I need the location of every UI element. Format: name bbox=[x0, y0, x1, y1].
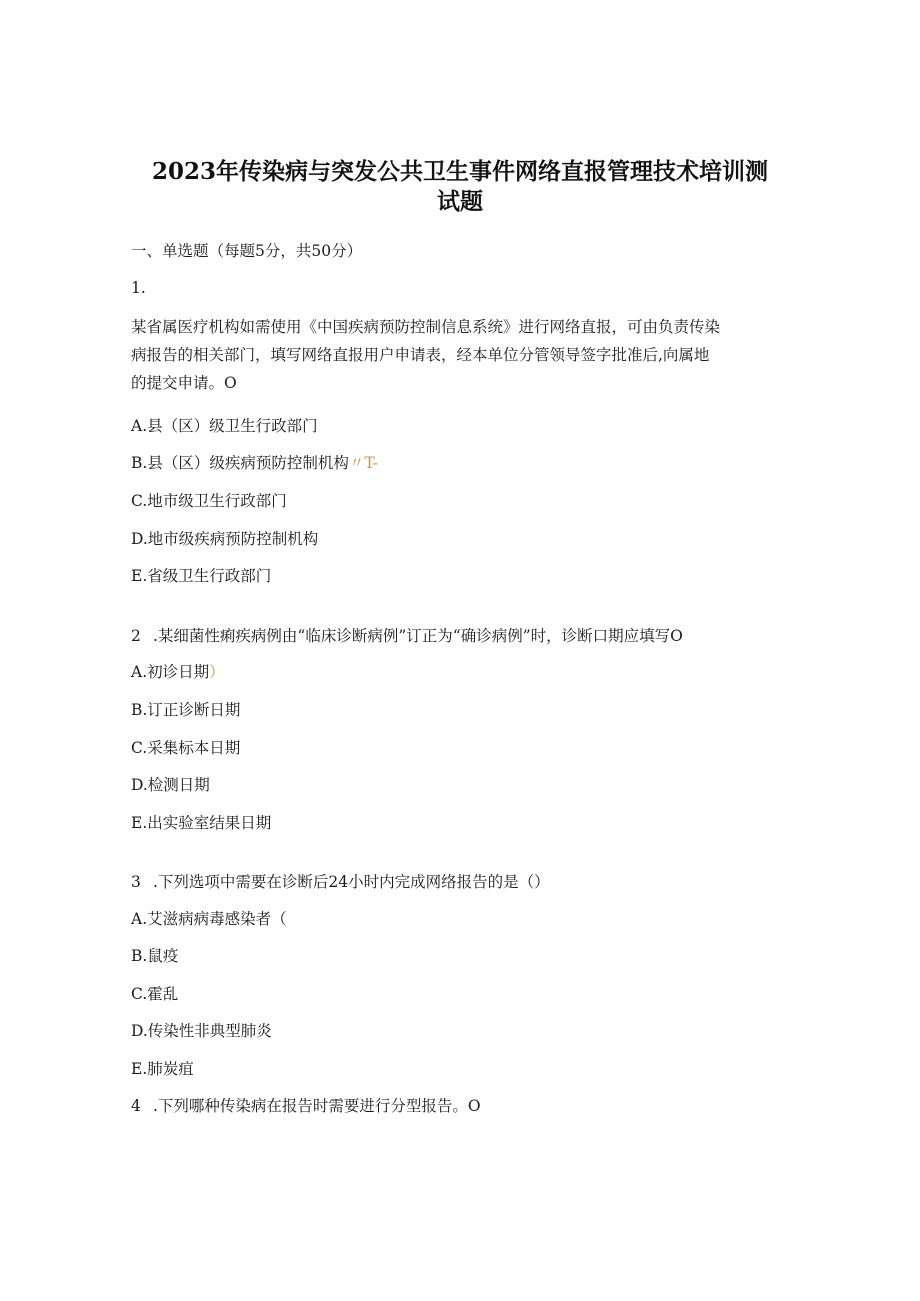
question-1-stem bbox=[131, 313, 791, 397]
question-4-stem bbox=[131, 1096, 481, 1116]
question-1-option-b-mark: 〃T- bbox=[348, 454, 378, 472]
question-1-number: 1. bbox=[131, 279, 146, 297]
question-2-option-e: E.出实验室结果日期 bbox=[131, 814, 272, 832]
question-2-option-a bbox=[131, 662, 225, 682]
question-2-option-a-text: A.初诊日期 bbox=[131, 663, 210, 681]
question-2-option-a-mark: ） bbox=[209, 663, 225, 681]
question-2-number: 2 bbox=[131, 627, 141, 645]
question-2-text: .某细菌性痢疾病例由“临床诊断病例”订正为“确诊病例”时，诊断口期应填写O bbox=[153, 627, 683, 645]
question-1-option-a: A.县（区）级卫生行政部门 bbox=[131, 417, 318, 435]
section-heading: 一、单选题（每题5分，共50分） bbox=[131, 242, 363, 260]
question-4-text: .下列哪种传染病在报告时需要进行分型报告。O bbox=[153, 1097, 481, 1115]
question-3-option-b: B.鼠疫 bbox=[131, 947, 179, 965]
question-3-option-a: A.艾滋病病毒感染者（ bbox=[131, 910, 287, 928]
question-3-number: 3 bbox=[131, 873, 141, 891]
question-1-stem-line-2: 病报告的相关部门，填写网络直报用户申请表，经本单位分管领导签字批准后,向属地 bbox=[131, 346, 710, 364]
question-1-option-e: E.省级卫生行政部门 bbox=[131, 567, 272, 585]
document-title-line-2: 试题 bbox=[437, 188, 483, 215]
question-1-option-b bbox=[131, 453, 378, 473]
question-2-option-d: D.检测日期 bbox=[131, 776, 210, 794]
question-3-option-e: E.肺炭疽 bbox=[131, 1060, 194, 1078]
question-1-option-b-text: B.县（区）级疾病预防控制机构 bbox=[131, 454, 349, 472]
question-1-option-d: D.地市级疾病预防控制机构 bbox=[131, 530, 319, 548]
question-2-stem bbox=[131, 626, 683, 646]
question-3-option-d: D.传染性非典型肺炎 bbox=[131, 1022, 272, 1040]
document-title-line-1: 2023年传染病与突发公共卫生事件网络直报管理技术培训测 bbox=[151, 158, 768, 185]
question-4-number: 4 bbox=[131, 1097, 141, 1115]
question-1-stem-line-3: 的提交申请。O bbox=[131, 374, 237, 392]
question-2-option-c: C.采集标本日期 bbox=[131, 739, 241, 757]
question-1-stem-line-1: 某省属医疗机构如需使用《中国疾病预防控制信息系统》进行网络直报，可由负责传染 bbox=[131, 318, 721, 336]
question-1-option-c: C.地市级卫生行政部门 bbox=[131, 492, 287, 510]
question-2-option-b: B.订正诊断日期 bbox=[131, 701, 241, 719]
question-3-text: .下列选项中需要在诊断后24小时内完成网络报告的是（） bbox=[153, 873, 550, 891]
question-3-option-c: C.霍乱 bbox=[131, 985, 179, 1003]
question-3-stem bbox=[131, 872, 550, 892]
